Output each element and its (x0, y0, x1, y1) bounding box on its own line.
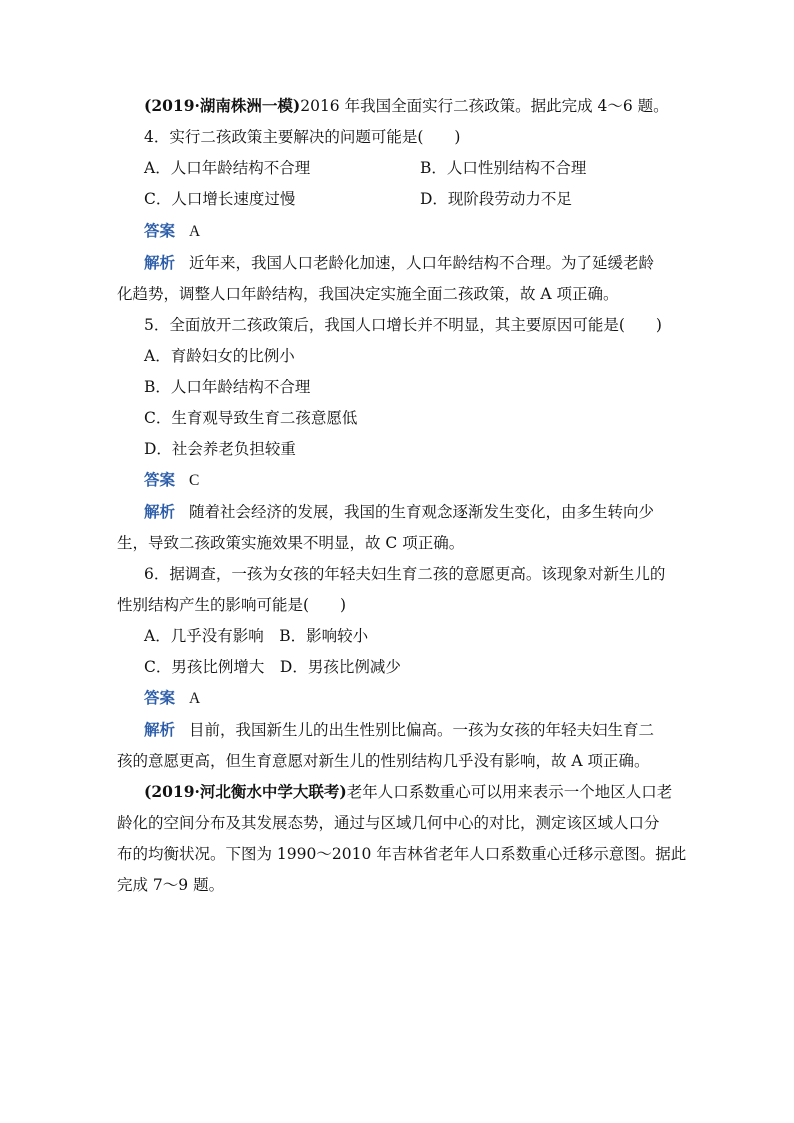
q4-option-a: A．人口年龄结构不合理 (144, 159, 311, 177)
q4-answer-label: 答案 (144, 221, 176, 240)
q5-analysis (144, 502, 654, 522)
q4-option-b: B．人口性别结构不合理 (420, 159, 587, 177)
q5-option-c: C．生育观导致生育二孩意愿低 (144, 409, 358, 427)
q4-option-d: D．现阶段劳动力不足 (420, 190, 572, 208)
q6-analysis-line1: 目前，我国新生儿的出生性别比偏高。一孩为女孩的年轻夫妇生育二 (189, 721, 655, 739)
group2-intro-line2: 龄化的空间分布及其发展态势，通过与区域几何中心的对比，测定该区域人口分 (117, 814, 660, 832)
q6-analysis-line2: 孩的意愿更高，但生育意愿对新生儿的性别结构几乎没有影响，故 A 项正确。 (117, 752, 650, 770)
q6-answer-label: 答案 (144, 688, 176, 707)
q6-options-cd (144, 657, 401, 677)
q6-analysis-label: 解析 (144, 720, 176, 739)
q6-option-d: D．男孩比例减少 (279, 658, 401, 676)
q6-stem-line2: 性别结构产生的影响可能是( ) (117, 596, 347, 614)
q5-analysis-label: 解析 (144, 502, 176, 521)
q6-option-c: C．男孩比例增大 (144, 658, 265, 676)
q6-option-b: B．影响较小 (279, 627, 369, 645)
group2-intro (144, 782, 672, 802)
q4-answer (144, 221, 200, 242)
q5-option-d: D．社会养老负担较重 (144, 440, 296, 458)
q4-analysis-line1: 近年来，我国人口老龄化加速，人口年龄结构不合理。为了延缓老龄 (189, 254, 655, 272)
group1-intro-text: 2016 年我国全面实行二孩政策。据此完成 4～6 题。 (300, 97, 669, 115)
group1-source: (2019·湖南株洲一模) (144, 96, 301, 115)
q6-analysis (144, 720, 654, 740)
group2-source: (2019·河北衡水中学大联考) (144, 782, 347, 801)
q5-analysis-line2: 生，导致二孩政策实施效果不明显，故 C 项正确。 (117, 534, 465, 552)
q4-analysis (144, 253, 654, 273)
group2-intro-line4: 完成 7～9 题。 (117, 876, 225, 894)
q6-options-ab (144, 626, 368, 646)
group2-intro-line1: 老年人口系数重心可以用来表示一个地区人口老 (346, 783, 673, 801)
q4-option-c: C．人口增长速度过慢 (144, 190, 296, 208)
q4-answer-value: A (189, 223, 201, 240)
q6-stem-line1: 6．据调查，一孩为女孩的年轻夫妇生育二孩的意愿更高。该现象对新生儿的 (144, 565, 666, 583)
q6-answer-value: A (189, 690, 201, 707)
q4-analysis-label: 解析 (144, 253, 176, 272)
q6-answer (144, 688, 200, 709)
q5-stem: 5．全面放开二孩政策后，我国人口增长并不明显，其主要原因可能是( ) (144, 316, 662, 334)
q5-answer (144, 470, 199, 491)
group2-intro-line3: 布的均衡状况。下图为 1990～2010 年吉林省老年人口系数重心迁移示意图。据此 (117, 845, 687, 863)
q5-answer-label: 答案 (144, 470, 176, 489)
q6-option-a: A．几乎没有影响 (144, 627, 264, 645)
q4-analysis-line2: 化趋势，调整人口年龄结构，我国决定实施全面二孩政策，故 A 项正确。 (117, 285, 619, 303)
q5-analysis-line1: 随着社会经济的发展，我国的生育观念逐渐发生变化，由多生转向少 (189, 503, 655, 521)
group1-intro (144, 96, 669, 116)
q5-option-b: B．人口年龄结构不合理 (144, 378, 311, 396)
q5-option-a: A．育龄妇女的比例小 (144, 347, 295, 365)
q5-answer-value: C (189, 472, 200, 489)
q4-stem: 4．实行二孩政策主要解决的问题可能是( ) (144, 128, 461, 146)
